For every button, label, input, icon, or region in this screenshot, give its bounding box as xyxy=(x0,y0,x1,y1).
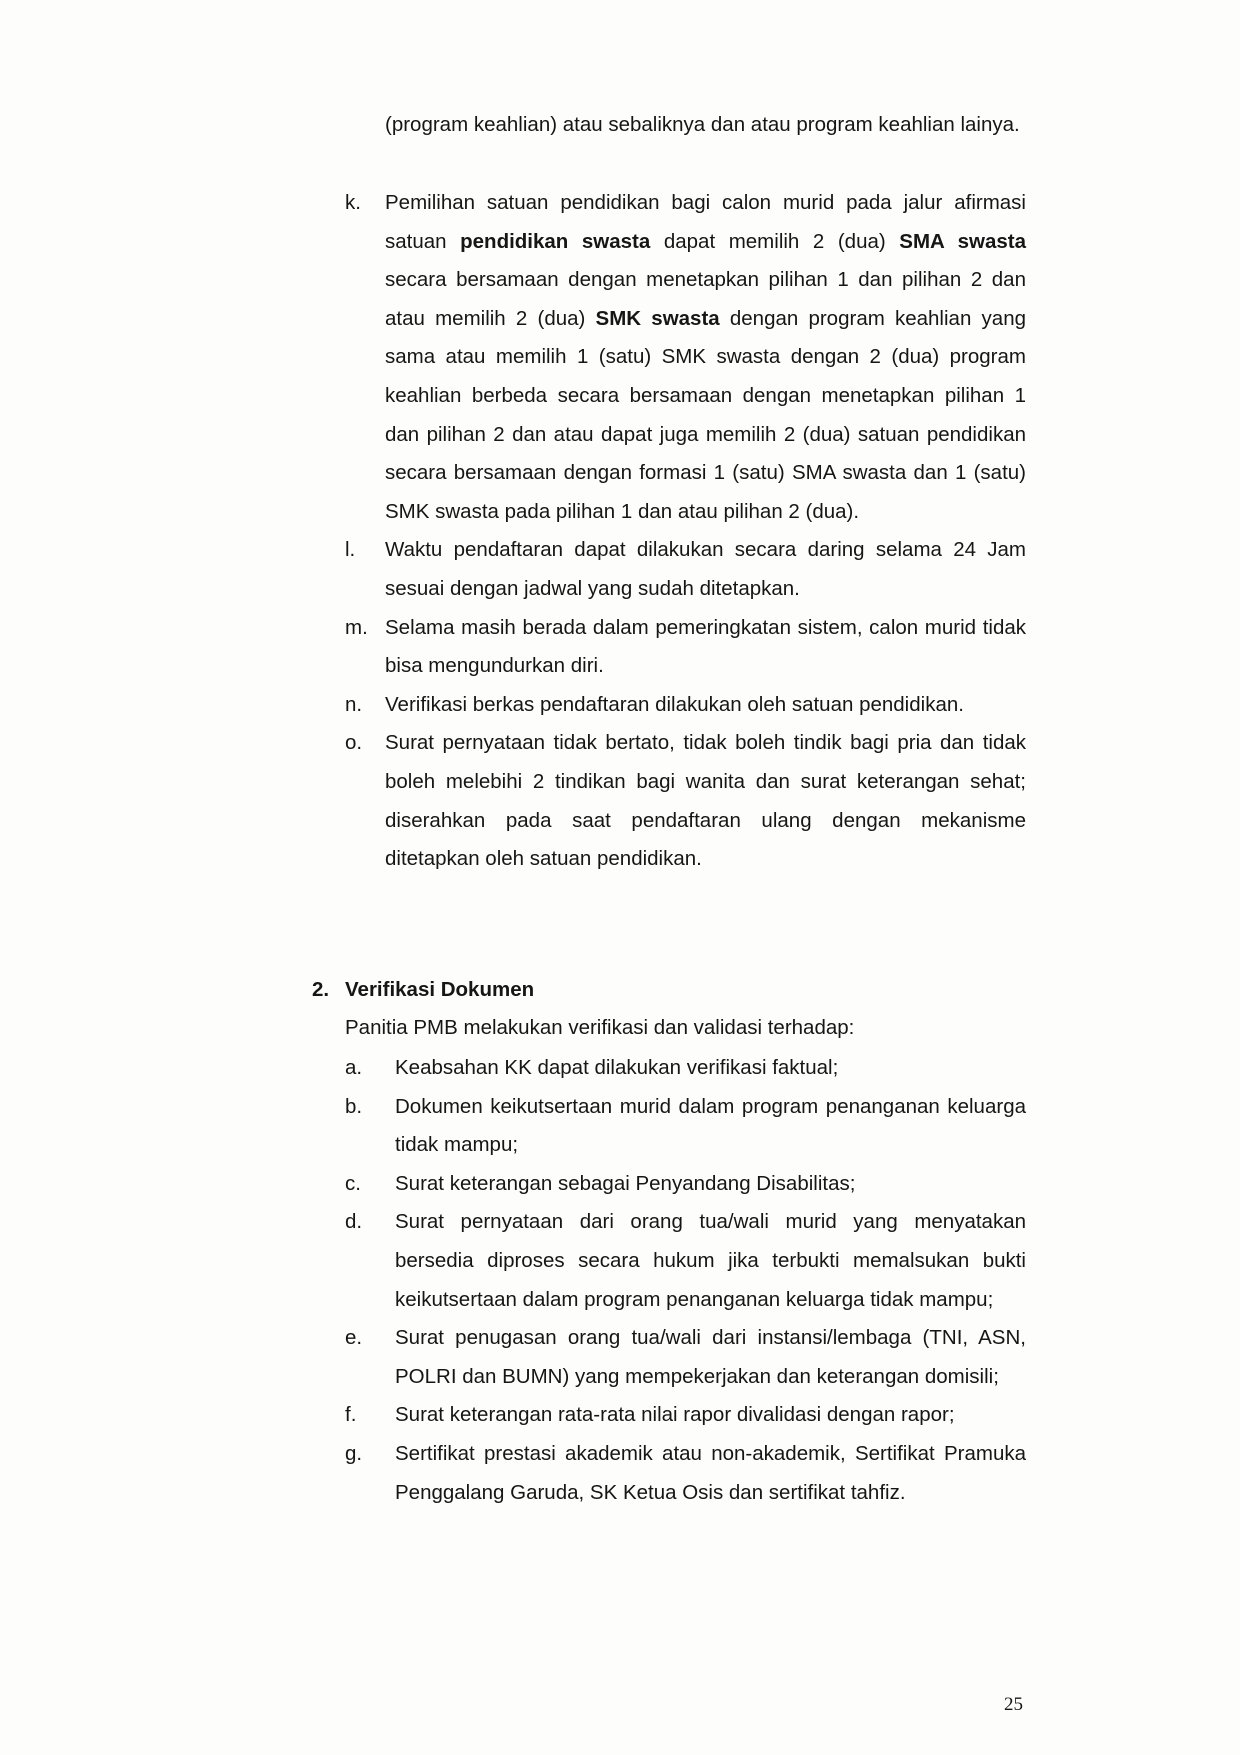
text-run: secara bersamaan dengan menetapkan pilihan 1 dan pilihan 2 dan atau memilih 2 (dua) xyxy=(385,268,1026,330)
list-item xyxy=(345,724,1026,878)
list-marker: a. xyxy=(345,1056,363,1079)
list-item-text: Surat keterangan sebagai Penyandang Disabilitas; xyxy=(395,1171,856,1195)
list-item-text: Waktu pendaftaran dapat dilakukan secara daring selama 24 Jam sesuai dengan jadwal yang sudah ditetapkan. xyxy=(385,538,1026,600)
list-marker: b. xyxy=(345,1094,363,1118)
list-item xyxy=(345,184,1026,531)
list-item-text: Verifikasi berkas pendaftaran dilakukan oleh satuan pendidikan. xyxy=(385,692,964,716)
list-marker: k. xyxy=(345,191,361,214)
list-item xyxy=(345,686,1026,725)
text-run: Pemilihan satuan pendidikan bagi calon murid pada jalur afirmasi satuan xyxy=(385,191,1026,253)
list-item-text: Dokumen keikutsertaan murid dalam program penanganan keluarga tidak mampu; xyxy=(395,1094,1026,1157)
list-marker: n. xyxy=(345,692,363,716)
section-title: Verifikasi Dokumen xyxy=(345,978,535,1001)
list-item xyxy=(345,531,1026,608)
list-marker: o. xyxy=(345,731,363,755)
requirements-list xyxy=(345,184,1026,879)
list-marker: c. xyxy=(345,1171,361,1195)
verification-list xyxy=(345,1049,1026,1512)
list-marker: e. xyxy=(345,1326,363,1350)
bold-text-run: SMA swasta xyxy=(899,229,1027,253)
list-item-text: Surat pernyataan tidak bertato, tidak boleh tindik bagi pria dan tidak boleh melebihi 2 tindikan bagi wanita dan surat keterangan sehat; diserahkan pada saat pendaftaran ulang dengan mekanisme ditetapkan oleh satuan pendidikan. xyxy=(385,731,1026,871)
list-item-text: Surat pernyataan dari orang tua/wali murid yang menyatakan bersedia diproses secara hukum jika terbukti memalsukan bukti keikutsertaan dalam program penanganan keluarga tidak mampu; xyxy=(395,1210,1026,1311)
list-item xyxy=(345,609,1026,686)
list-marker: f. xyxy=(345,1403,357,1427)
page-number: 25 xyxy=(1004,1694,1023,1715)
list-item-text: Surat penugasan orang tua/wali dari instansi/lembaga (TNI, ASN, POLRI dan BUMN) yang mempekerjakan dan keterangan domisili; xyxy=(395,1326,1026,1388)
list-item xyxy=(345,1435,1026,1512)
list-item xyxy=(345,1088,1026,1165)
list-marker: l. xyxy=(345,538,356,562)
section-intro: Panitia PMB melakukan verifikasi dan validasi terhadap: xyxy=(345,1016,855,1039)
list-item xyxy=(345,1049,1026,1088)
text-run: dapat memilih 2 (dua) xyxy=(650,229,900,253)
section-heading xyxy=(312,971,534,1010)
text-run: dengan program keahlian yang sama atau memilih 1 (satu) SMK swasta dengan 2 (dua) program keahlian berbeda secara bersamaan dengan menetapkan pilihan 1 dan pilihan 2 dan atau dapat juga memilih 2 (dua) satuan pendidikan secara bersamaan dengan formasi 1 (satu) SMA swasta dan 1 (satu) SMK swasta pada pilihan 1 dan atau pilihan 2 (dua). xyxy=(385,306,1026,523)
list-item xyxy=(345,1165,1026,1204)
list-item-text xyxy=(385,191,1026,523)
bold-text-run: SMK swasta xyxy=(595,306,720,330)
list-marker: g. xyxy=(345,1441,363,1465)
list-item-text: Keabsahan KK dapat dilakukan verifikasi faktual; xyxy=(395,1056,839,1079)
list-marker: d. xyxy=(345,1210,363,1234)
list-item-text: Surat keterangan rata-rata nilai rapor divalidasi dengan rapor; xyxy=(395,1403,955,1427)
section-number: 2. xyxy=(312,978,330,1001)
list-marker: m. xyxy=(345,615,368,639)
list-item xyxy=(345,1396,1026,1435)
list-item-text: Selama masih berada dalam pemeringkatan sistem, calon murid tidak bisa mengundurkan diri. xyxy=(385,615,1026,678)
list-item xyxy=(345,1203,1026,1319)
list-item xyxy=(345,1319,1026,1396)
bold-text-run: pendidikan swasta xyxy=(460,229,651,253)
continuation-paragraph: (program keahlian) atau sebaliknya dan atau program keahlian lainya. xyxy=(385,113,1020,136)
list-item-text: Sertifikat prestasi akademik atau non-akademik, Sertifikat Pramuka Penggalang Garuda, SK Ketua Osis dan sertifikat tahfiz. xyxy=(395,1441,1026,1504)
